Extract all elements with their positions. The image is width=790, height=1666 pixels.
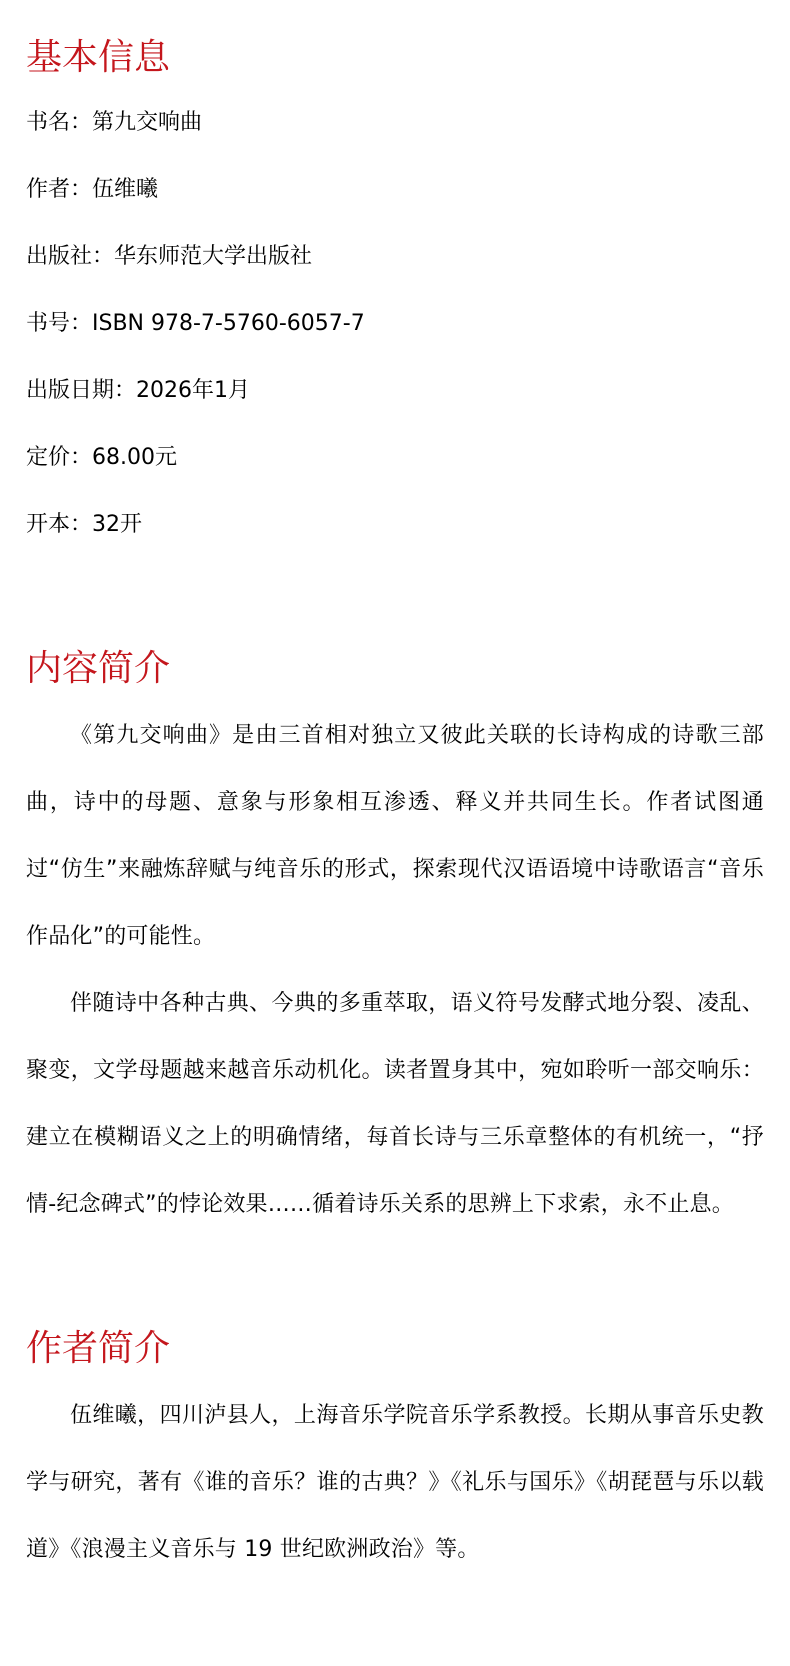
info-isbn: 书号：ISBN 978-7-5760-6057-7 — [26, 311, 365, 336]
content-intro-section — [26, 558, 764, 1238]
basic-info-heading: 基本信息 — [26, 37, 171, 78]
info-format: 开本：32开 — [26, 512, 142, 537]
info-publish-date: 出版日期：2026年1月 — [26, 378, 250, 403]
info-publisher: 出版社：华东师范大学出版社 — [26, 244, 313, 269]
author-intro-paragraph: 伍维曦，四川泸县人，上海音乐学院音乐学系教授。长期从事音乐史教学与研究，著有《谁的音乐？谁的古典？》《礼乐与国乐》《胡琵琶与乐以载道》《浪漫主义音乐与 19 世纪欧洲政治》等。 — [26, 1403, 764, 1562]
content-intro-paragraph: 伴随诗中各种古典、今典的多重萃取，语义符号发酵式地分裂、凌乱、聚变，文学母题越来越音乐动机化。读者置身其中，宛如聆听一部交响乐：建立在模糊语义之上的明确情绪，每首长诗与三乐章整体的有机统一，“抒情-纪念碑式”的悖论效果……循着诗乐关系的思辨上下求索，永不止息。 — [26, 991, 764, 1217]
content-intro-paragraph: 《第九交响曲》是由三首相对独立又彼此关联的长诗构成的诗歌三部曲，诗中的母题、意象与形象相互渗透、释义并共同生长。作者试图通过“仿生”来融炼辞赋与纯音乐的形式，探索现代汉语语境中诗歌语言“音乐作品化”的可能性。 — [26, 723, 764, 949]
author-intro-section — [26, 1238, 764, 1583]
author-intro-heading: 作者简介 — [26, 1328, 171, 1369]
content-intro-heading: 内容简介 — [26, 648, 171, 689]
basic-info-section — [26, 0, 764, 558]
info-price: 定价：68.00元 — [26, 445, 177, 470]
info-book-title: 书名：第九交响曲 — [26, 110, 203, 135]
info-author: 作者：伍维曦 — [26, 177, 159, 202]
